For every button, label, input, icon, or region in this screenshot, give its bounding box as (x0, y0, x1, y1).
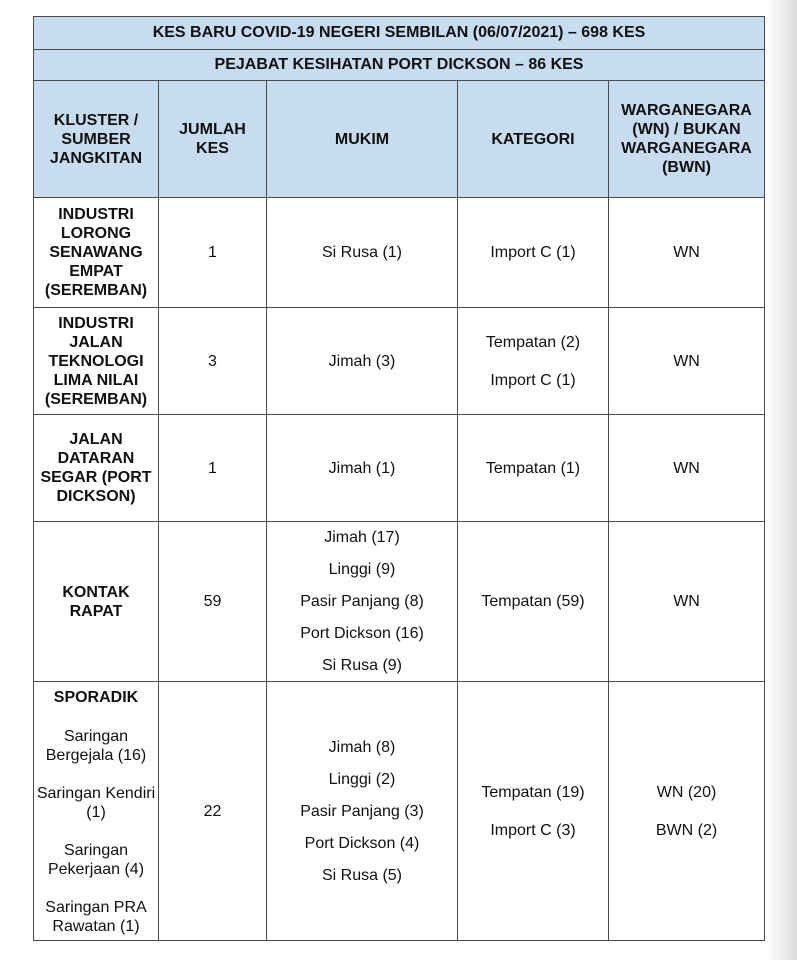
kategori-cell (458, 682, 609, 941)
jumlah-cell: 3 (159, 308, 267, 415)
mukim-cell (267, 308, 458, 415)
mukim-cell (267, 415, 458, 522)
mukim-item: Jimah (3) (328, 352, 396, 370)
kluster-subitem: Saringan PRA Rawatan (1) (45, 899, 147, 935)
kluster-subitem: Saringan Pekerjaan (4) (47, 842, 145, 878)
mukim-item: Pasir Panjang (8) (300, 593, 424, 610)
mukim-item: Port Dickson (16) (300, 625, 424, 642)
mukim-cell (267, 198, 458, 308)
jumlah-cell: 22 (159, 682, 267, 941)
kategori-item: Import C (3) (490, 821, 576, 839)
header-warganegara: WARGANEGARA (WN) / BUKAN WARGANEGARA (BWN) (609, 81, 765, 198)
wn-item: BWN (2) (655, 821, 718, 839)
header-mukim: MUKIM (267, 81, 458, 198)
wn-item: WN (673, 459, 700, 477)
kategori-cell (458, 308, 609, 415)
kategori-item: Tempatan (19) (481, 783, 585, 801)
mukim-item: Jimah (17) (324, 529, 400, 546)
wn-item: WN (673, 244, 700, 261)
jumlah-cell: 59 (159, 522, 267, 682)
header-kluster: KLUSTER / SUMBER JANGKITAN (34, 81, 159, 198)
kluster-subitem: Saringan Kendiri (1) (36, 785, 156, 821)
kluster-cell: KONTAK RAPAT (34, 522, 159, 682)
table-row (34, 522, 765, 682)
wn-cell (609, 682, 765, 941)
mukim-item: Linggi (2) (328, 770, 396, 788)
kategori-item: Import C (1) (490, 371, 576, 389)
kluster-cell: INDUSTRI LORONG SENAWANG EMPAT (SEREMBAN) (34, 198, 159, 308)
header-jumlah: JUMLAH KES (159, 81, 267, 198)
wn-cell (609, 308, 765, 415)
mukim-item: Port Dickson (4) (304, 834, 420, 852)
wn-item: WN (673, 593, 700, 610)
wn-cell (609, 522, 765, 682)
table-row (34, 308, 765, 415)
wn-cell (609, 415, 765, 522)
mukim-item: Si Rusa (5) (321, 866, 403, 884)
header-kategori: KATEGORI (458, 81, 609, 198)
wn-item: WN (20) (656, 783, 717, 801)
page-edge-shadow (767, 0, 797, 960)
kluster-cell (34, 682, 159, 941)
mukim-item: Jimah (1) (328, 459, 396, 477)
jumlah-cell: 1 (159, 415, 267, 522)
kategori-cell (458, 415, 609, 522)
kategori-cell (458, 198, 609, 308)
mukim-item: Jimah (8) (328, 738, 396, 756)
report-title: KES BARU COVID-19 NEGERI SEMBILAN (06/07/2021) – 698 KES (34, 17, 765, 50)
mukim-item: Si Rusa (9) (321, 657, 403, 674)
office-title: PEJABAT KESIHATAN PORT DICKSON – 86 KES (34, 50, 765, 81)
wn-cell (609, 198, 765, 308)
table-row (34, 415, 765, 522)
covid-cases-table (33, 16, 765, 941)
title-row (34, 17, 765, 50)
table-row (34, 198, 765, 308)
kategori-cell (458, 522, 609, 682)
office-row (34, 50, 765, 81)
table-row (34, 682, 765, 941)
kluster-title: SPORADIK (53, 689, 139, 706)
mukim-cell (267, 682, 458, 941)
kluster-cell: JALAN DATARAN SEGAR (PORT DICKSON) (34, 415, 159, 522)
mukim-item: Linggi (9) (328, 561, 396, 578)
mukim-item: Si Rusa (1) (321, 244, 403, 261)
header-row (34, 81, 765, 198)
wn-item: WN (673, 352, 700, 370)
kategori-item: Tempatan (59) (481, 593, 585, 610)
mukim-cell (267, 522, 458, 682)
kategori-item: Tempatan (2) (485, 333, 581, 351)
kategori-item: Import C (1) (490, 244, 576, 261)
kluster-subitem: Saringan Bergejala (16) (45, 728, 147, 764)
jumlah-cell: 1 (159, 198, 267, 308)
mukim-item: Pasir Panjang (3) (300, 802, 424, 820)
kluster-cell: INDUSTRI JALAN TEKNOLOGI LIMA NILAI (SEREMBAN) (34, 308, 159, 415)
kategori-item: Tempatan (1) (485, 459, 581, 477)
